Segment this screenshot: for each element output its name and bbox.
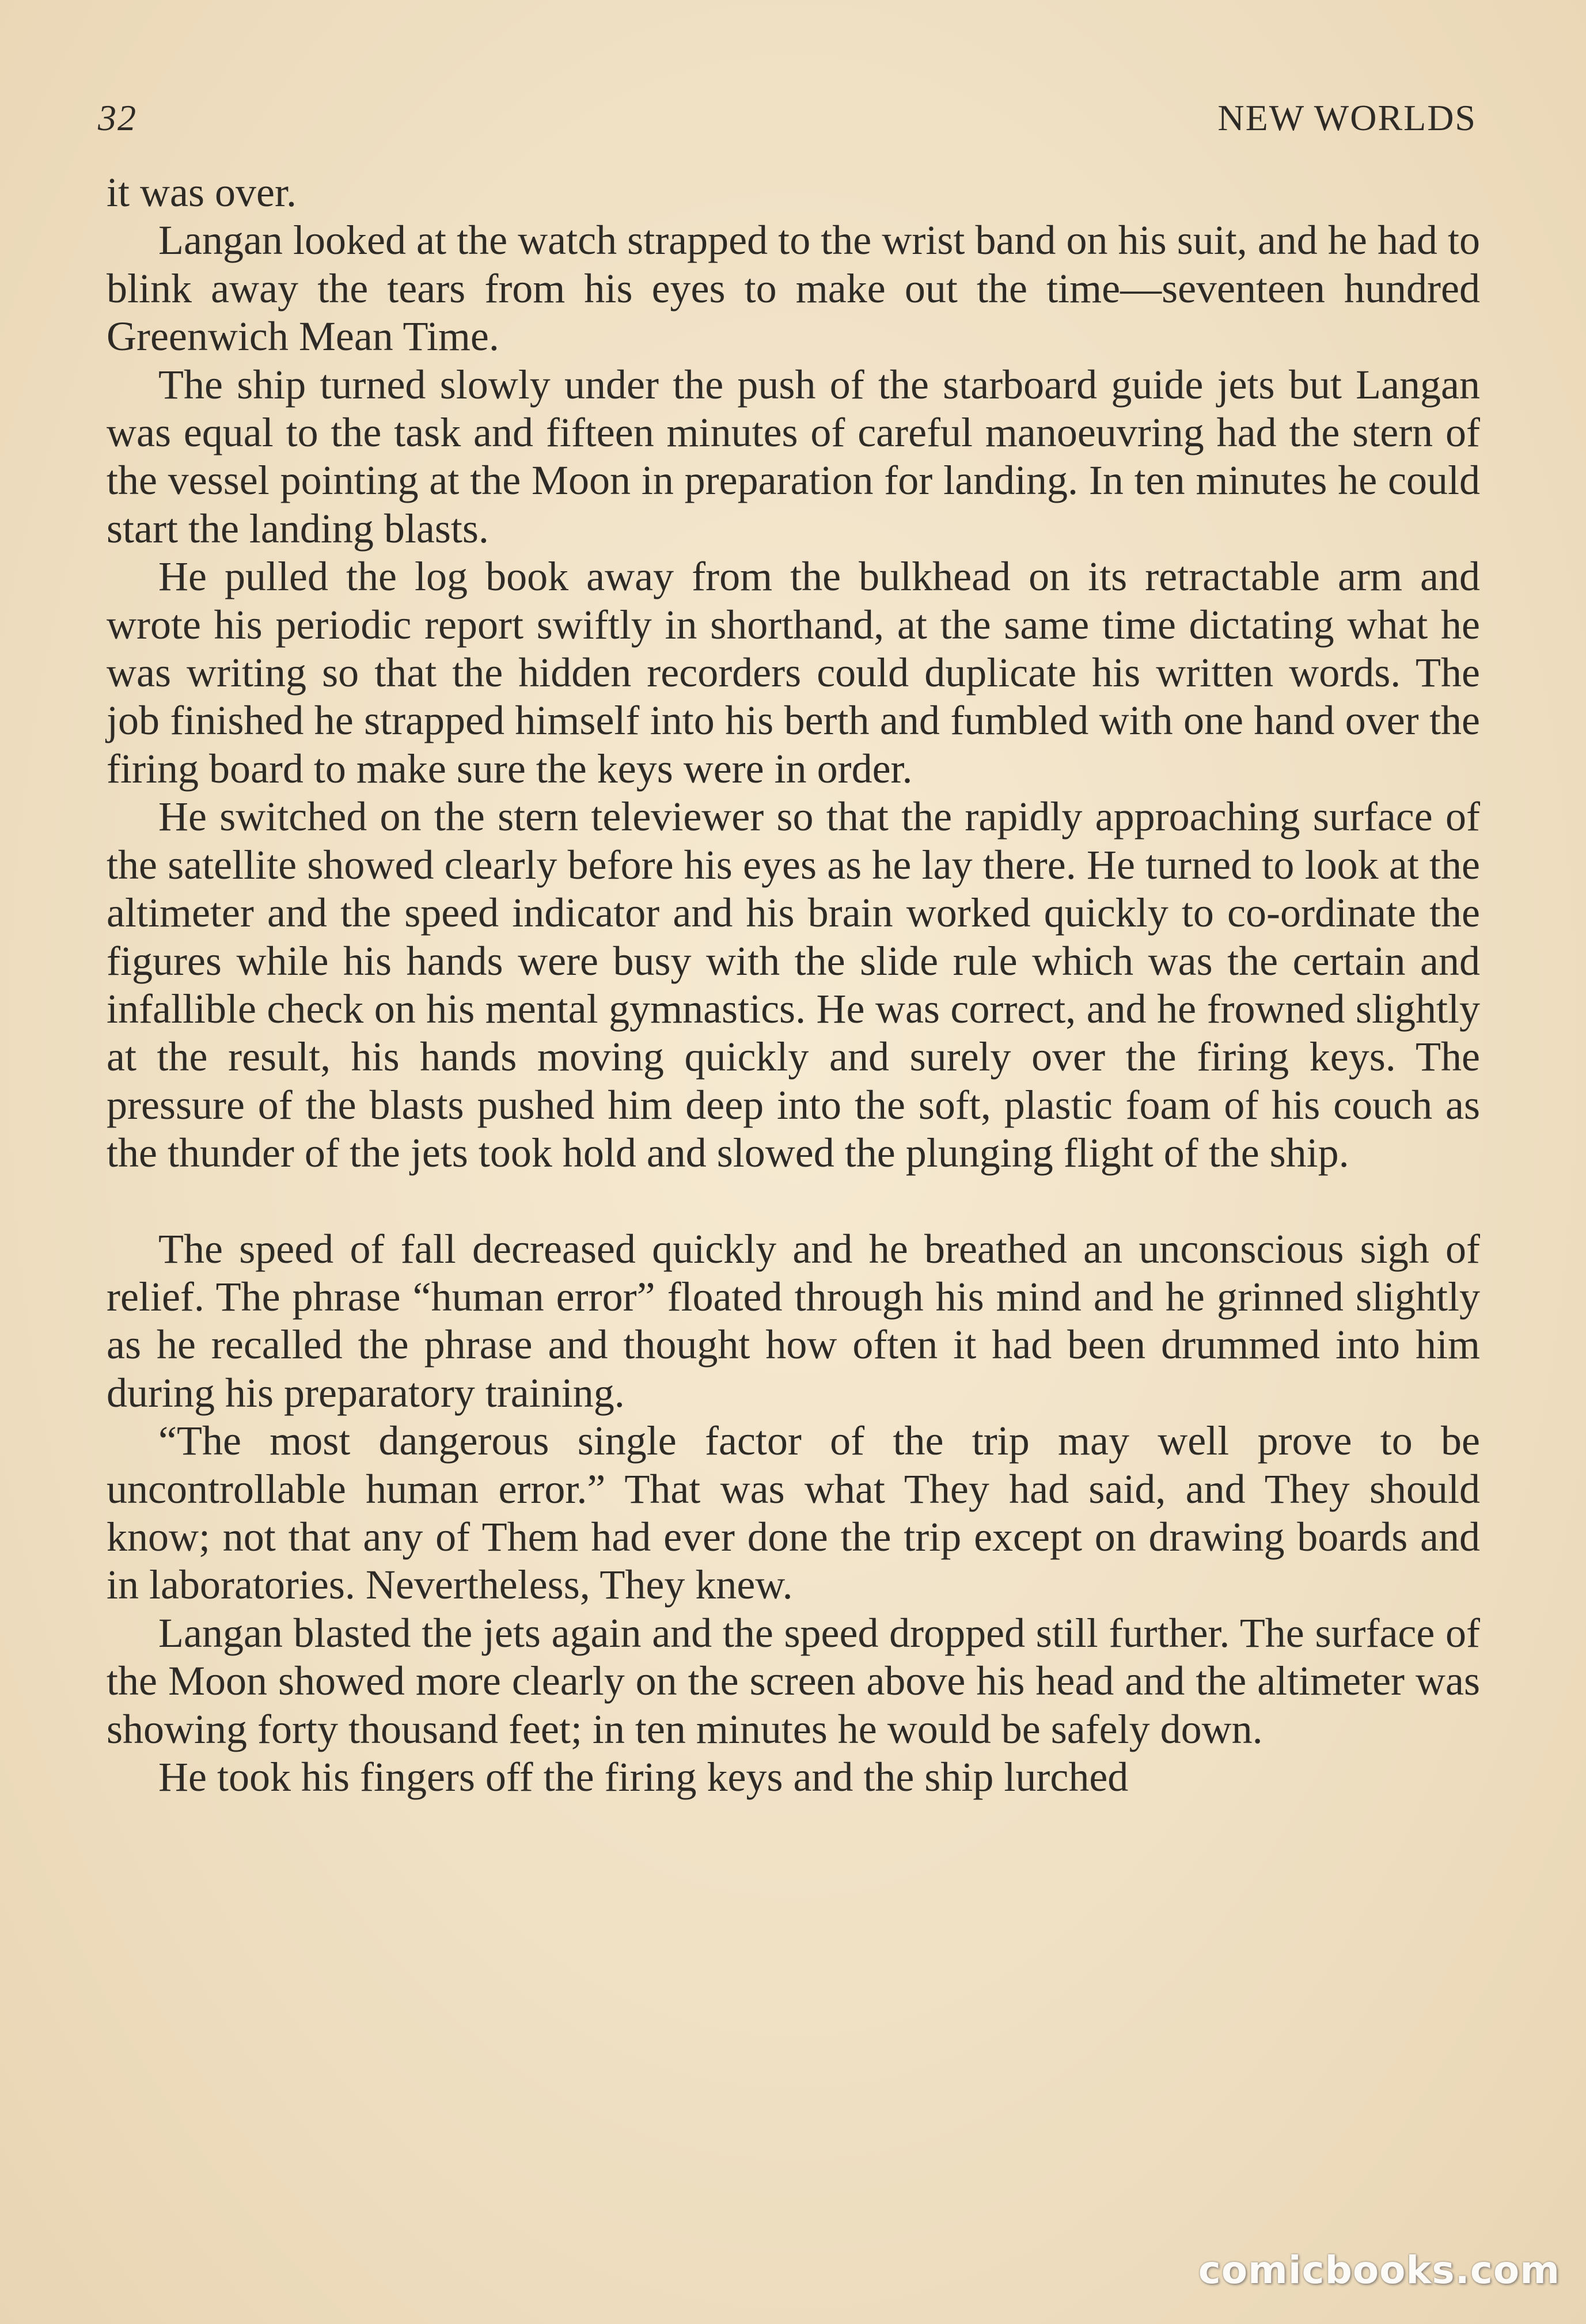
body-text — [107, 169, 1480, 1801]
paragraph: “The most dangerous single factor of the trip may well prove to be uncontrollable human error.” That was what They had said, and They should know; not that any of Them had ever done the trip except on drawing boards and in laboratories. Nevertheless, They knew. — [107, 1418, 1480, 1608]
paragraph: He pulled the log book away from the bulkhead on its retractable arm and wrote his periodic report swiftly in shorthand, at the same time dictating what he was writing so that the hidden recorders could duplicate his written words. The job finished he strapped himself into his berth and fumbled with one hand over the firing board to make sure the keys were in order. — [107, 553, 1480, 792]
paragraph: Langan blasted the jets again and the speed dropped still further. The surface of the Moon showed more clearly on the screen above his head and the altimeter was showing forty thousand feet; in ten minutes he would be safely down. — [107, 1609, 1480, 1752]
paragraph: He switched on the stern televiewer so that the rapidly approaching surface of the satellite showed clearly before his eyes as he lay there. He turned to look at the altimeter and the speed indicator and his brain worked quickly to co-ordinate the figures while his hands were busy with the slide rule which was the certain and infallible check on his mental gymnastics. He was correct, and he frowned slightly at the result, his hands moving quickly and surely over the firing keys. The pressure of the blasts pushed him deep into the soft, plastic foam of his couch as the thunder of the jets took hold and slowed the plunging flight of the ship. — [107, 793, 1480, 1176]
page-header — [98, 92, 1477, 144]
page-number: 32 — [98, 97, 137, 138]
paragraph: Langan looked at the watch strapped to the wrist band on his suit, and he had to blink away the tears from his eyes to make out the time—seventeen hundred Greenwich Mean Time. — [107, 217, 1480, 360]
paragraph: The speed of fall decreased quickly and he breathed an unconscious sigh of relief. The phrase “human error” floated through his mind and he grinned slightly as he recalled the phrase and thought how often it had been drummed into him during his preparatory training. — [107, 1225, 1480, 1416]
paragraph: He took his fingers off the firing keys and the ship lurched — [158, 1754, 1129, 1800]
paragraph: it was over. — [107, 169, 297, 215]
watermark-logo: comicbooks.com — [1198, 2248, 1560, 2292]
section-break — [107, 1178, 1480, 1225]
paragraph: The ship turned slowly under the push of the starboard guide jets but Langan was equal to the task and fifteen minutes of careful manoeuvring had the stern of the vessel pointing at the Moon in preparation for landing. In ten minutes he could start the landing blasts. — [107, 361, 1480, 552]
running-head: NEW WORLDS — [1217, 97, 1477, 138]
